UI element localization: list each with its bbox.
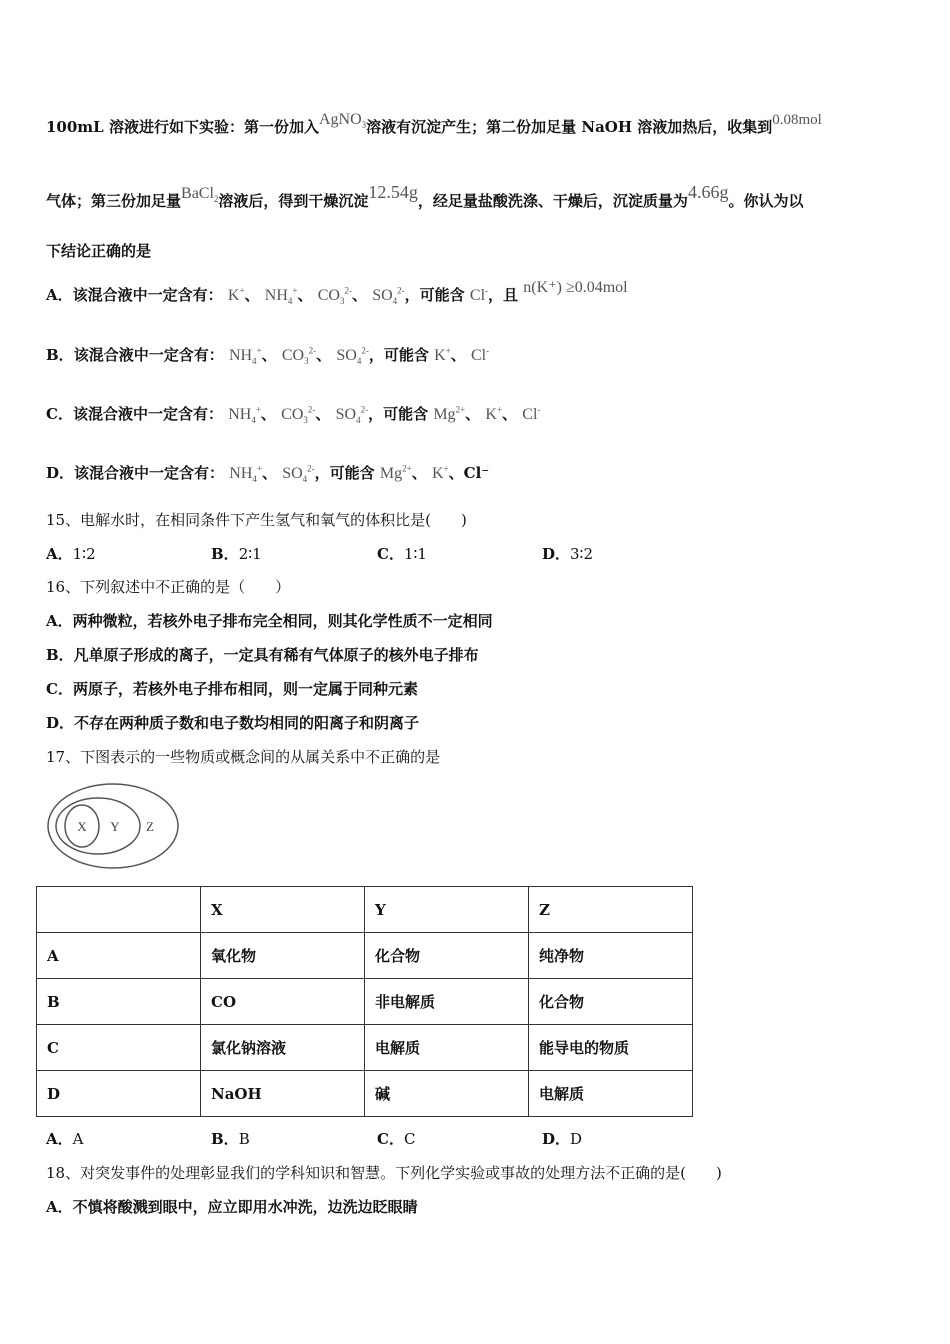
q18-stem: 18、对突发事件的处理彰显我们的学科知识和智慧。下列化学实验或事故的处理方法不正确的是( ): [46, 1164, 722, 1182]
q17-table: [36, 886, 693, 1117]
table-row: [37, 933, 693, 979]
ion-so4: $SO_4^{2-}$: [336, 345, 369, 367]
table-cell: X: [201, 887, 365, 933]
q18-option-a[interactable]: A．不慎将酸溅到眼中，应立即用水冲洗，边洗边眨眼睛: [46, 1198, 418, 1216]
q17-option-d[interactable]: D．D: [542, 1130, 583, 1148]
ion-cl: Cl-: [470, 345, 490, 364]
ion-nh4: $NH_4^+$: [229, 463, 262, 485]
ion-k: K+: [227, 285, 245, 304]
table-cell: 化合物: [529, 979, 693, 1025]
q14-option-b[interactable]: B．该混合液中一定含有： $NH_4^+$、 $CO_3^{2-}$、 $SO_4^{2-}$，可能含 K+、 Cl-: [46, 345, 490, 367]
label-x: X: [77, 819, 87, 834]
ion-nh4: $NH_4^+$: [264, 285, 298, 307]
q16-option-d[interactable]: D．不存在两种质子数和电子数均相同的阳离子和阴离子: [46, 714, 420, 732]
table-cell: B: [37, 979, 201, 1025]
q16-option-c[interactable]: C．两原子，若核外电子排布相同，则一定属于同种元素: [46, 680, 418, 698]
q15-option-c[interactable]: C．1∶1: [377, 545, 427, 563]
intro-line-3: 下结论正确的是: [46, 242, 152, 260]
table-cell: 氧化物: [201, 933, 365, 979]
table-row: [37, 1071, 693, 1117]
mass-1: 12.54g: [368, 182, 418, 202]
table-cell: 电解质: [365, 1025, 529, 1071]
q17-stem: 17、下图表示的一些物质或概念间的从属关系中不正确的是: [46, 748, 441, 766]
table-cell: Z: [529, 887, 693, 933]
table-cell: Y: [365, 887, 529, 933]
table-cell: 电解质: [529, 1071, 693, 1117]
table-cell: CO: [201, 979, 365, 1025]
ion-k: K+: [431, 463, 449, 482]
ion-co3: $CO_3^{2-}$: [281, 345, 317, 367]
ion-cl: Cl-: [469, 285, 489, 304]
ion-co3: $CO_3^{2-}$: [281, 404, 316, 426]
ion-k: K+: [434, 345, 451, 364]
table-cell: C: [37, 1025, 201, 1071]
table-cell: A: [37, 933, 201, 979]
q15-stem: 15、电解水时，在相同条件下产生氢气和氧气的体积比是( ): [46, 511, 467, 529]
label-y: Y: [110, 819, 120, 834]
ion-nh4: $NH_4^+$: [228, 345, 262, 367]
intro-line-2: 气体；第三份加足量BaCl$_2$溶液后，得到干燥沉淀12.54g，经足量盐酸洗涤、干燥后，沉淀质量为4.66g。你认为以: [46, 182, 804, 210]
q17-option-a[interactable]: A．A: [46, 1130, 84, 1148]
ion-nh4: $NH_4^+$: [228, 404, 261, 426]
ion-mg: $Mg^{2+}$: [433, 404, 466, 423]
intro-line-1: 100mL 溶液进行如下实验：第一份加入AgNO$_3$溶液有沉淀产生；第二份加足量 NaOH 溶液加热后，收集到0.08mol: [46, 111, 822, 136]
ion-cl-bold: Cl⁻: [463, 464, 490, 482]
q14-option-d[interactable]: D．该混合液中一定含有： $NH_4^+$、 $SO_4^{2-}$，可能含 $Mg^{2+}$、 K+、Cl⁻: [46, 463, 490, 485]
formula-bacl2: BaCl$_2$: [181, 185, 219, 205]
table-cell: 能导电的物质: [529, 1025, 693, 1071]
table-header-row: [37, 887, 693, 933]
q16-option-b[interactable]: B．凡单原子形成的离子，一定具有稀有气体原子的核外电子排布: [46, 646, 479, 664]
ion-so4: $SO_4^{2-}$: [282, 463, 315, 485]
ion-mg: $Mg^{2+}$: [379, 463, 412, 482]
q15-option-b[interactable]: B．2∶1: [211, 545, 262, 563]
mass-2: 4.66g: [687, 182, 729, 202]
label-z: Z: [146, 819, 154, 834]
ion-so4: $SO_4^{2-}$: [372, 285, 405, 307]
ion-cl: Cl-: [522, 404, 541, 423]
table-cell: NaOH: [201, 1071, 365, 1117]
table-cell: 碱: [365, 1071, 529, 1117]
venn-diagram: [40, 782, 190, 872]
q14-option-c[interactable]: C．该混合液中一定含有： $NH_4^+$、 $CO_3^{2-}$、 $SO_4^{2-}$，可能含 $Mg^{2+}$、 K+、 Cl-: [46, 404, 541, 426]
k-condition: n(K⁺) ≥0.04mol: [523, 279, 628, 296]
q15-option-d[interactable]: D．3∶2: [542, 545, 594, 563]
ion-so4: $SO_4^{2-}$: [335, 404, 369, 426]
q15-option-a[interactable]: A．1∶2: [46, 545, 96, 563]
table-row: [37, 979, 693, 1025]
q16-option-a[interactable]: A．两种微粒，若核外电子排布完全相同，则其化学性质不一定相同: [46, 612, 493, 630]
formula-agno3: AgNO$_3$: [318, 111, 367, 131]
table-cell: 化合物: [365, 933, 529, 979]
ion-k: K+: [485, 404, 503, 423]
table-cell: [37, 887, 201, 933]
ion-co3: $CO_3^{2-}$: [317, 285, 352, 307]
q17-option-c[interactable]: C．C: [377, 1130, 416, 1148]
table-cell: 氯化钠溶液: [201, 1025, 365, 1071]
q17-option-b[interactable]: B．B: [211, 1130, 250, 1148]
q14-option-a[interactable]: A．该混合液中一定含有： K+、 $NH_4^+$、 $CO_3^{2-}$、 $SO_4^{2-}$，可能含 Cl-，且 n(K⁺) ≥0.04mol: [46, 279, 628, 307]
table-cell: D: [37, 1071, 201, 1117]
q16-stem: 16、下列叙述中不正确的是（ ）: [46, 578, 291, 596]
table-row: [37, 1025, 693, 1071]
table-cell: 非电解质: [365, 979, 529, 1025]
ellipse-y: [56, 798, 140, 854]
gas-amount: 0.08mol: [772, 112, 822, 128]
table-cell: 纯净物: [529, 933, 693, 979]
